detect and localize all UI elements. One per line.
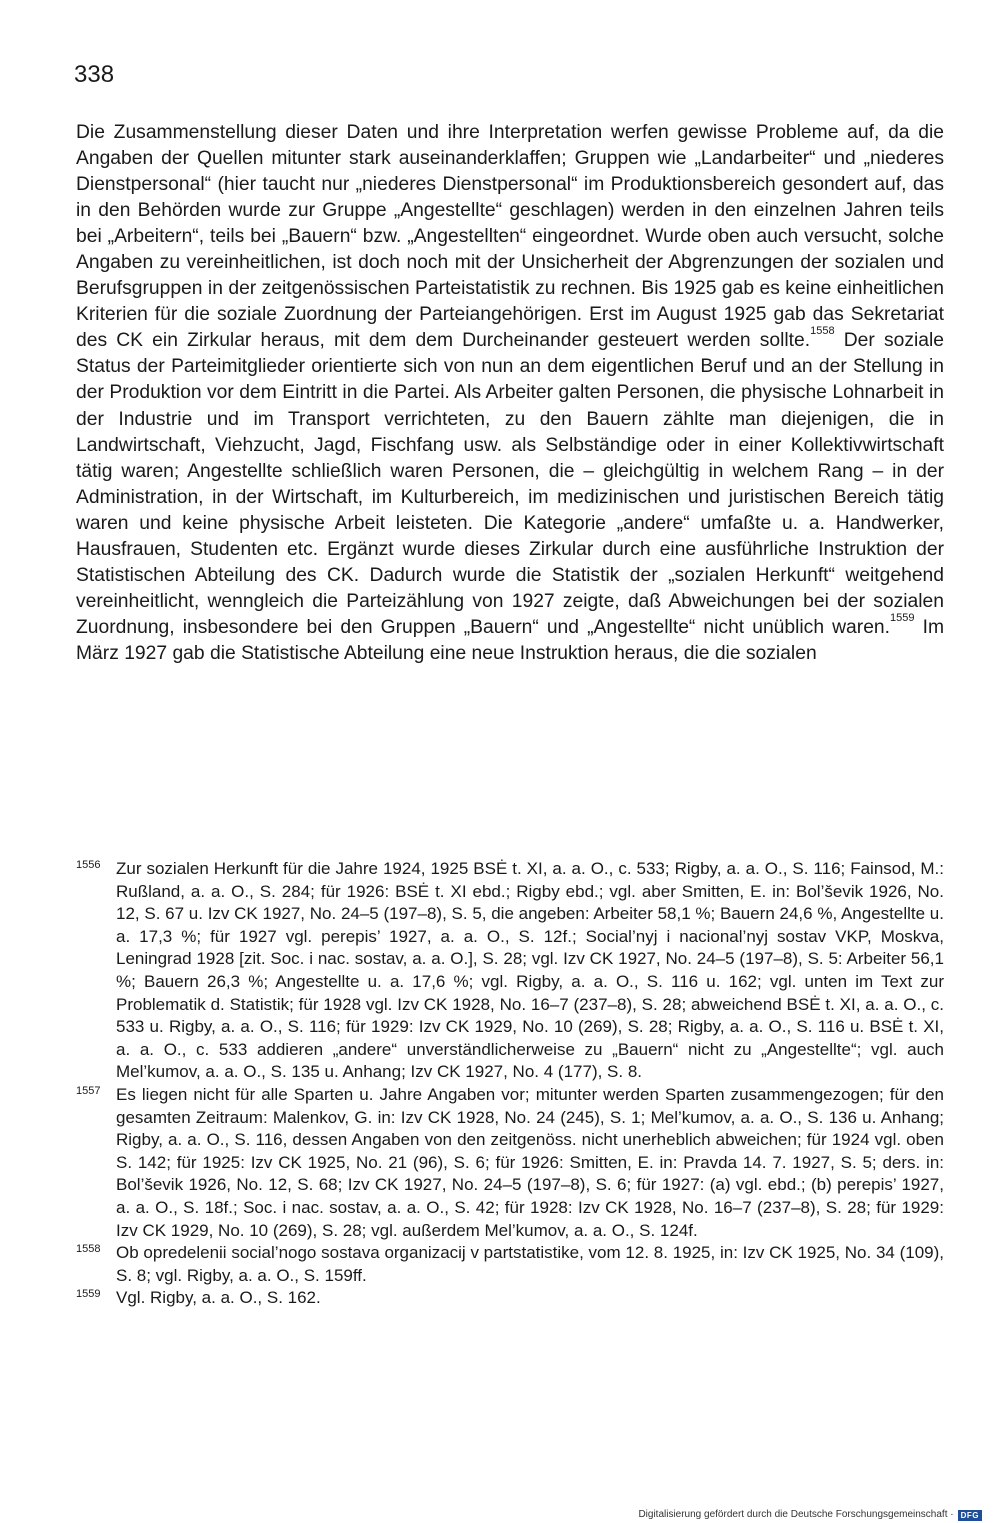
- footnote-list: [76, 858, 944, 1310]
- footnote-text: Es liegen nicht für alle Sparten u. Jahre Angaben vor; mitunter werden Sparten zusammengezogen; für den gesamten Zeitraum: Malenkov, G. in: Izv CK 1928, No. 24 (245), S. 1; Mel’kumov, a. a. O., S. 136 u. Anhang; Rigby, a. a. O., S. 116, dessen Angaben von den zeitgenöss. nicht unerheblich abweichen; für 1924 vgl. oben S. 142; für 1925: Izv CK 1925, No. 21 (96), S. 6; für 1926: Smitten, E. in: Pravda 14. 7. 1927, S. 5; ders. in: Bol’ševik 1926, No. 12, S. 68; Izv CK 1927, No. 24–5 (197–8), S. 6; für 1927: (a) vgl. ebd.; (b) perepis’ 1927, a. a. O., S. 18f.; Soc. i nac. sostav, a. a. O., S. 42; für 1928: Izv CK 1928, No. 16–7 (237–8), S. 28; für 1929: Izv CK 1929, No. 10 (269), S. 28; vgl. außerdem Mel’kumov, a. a. O., S. 124f.: [116, 1084, 944, 1240]
- footnote-1558: [76, 1242, 944, 1287]
- footnote-ref-1559[interactable]: 1559: [890, 611, 915, 624]
- body-text-segment: Die Zusammenstellung dieser Daten und ihre Interpretation werfen gewisse Probleme auf, da die Angaben der Quellen mitunter stark auseinanderklaffen; Gruppen wie „Landarbeiter“ und „niederes Dienstpersonal“ (hier taucht nur „niederes Dienstpersonal“ im Produktionsbereich gesondert auf, das in den Behörden wurde zur Gruppe „Angestellte“ geschlagen) werden in den einzelnen Jahren teils bei „Arbeitern“, teils bei „Bauern“ bzw. „Angestellten“ eingeordnet. Wurde oben auch versucht, solche Angaben zu vereinheitlichen, ist doch noch mit der Unsicherheit der Abgrenzungen der sozialen und Berufsgruppen in der zeitgenössischen Parteistatistik zu rechnen. Bis 1925 gab es keine einheitlichen Kriterien für die soziale Zuordnung der Parteiangehörigen. Erst im August 1925 gab das Sekretariat des CK ein Zirkular heraus, mit dem dem Durcheinander gesteuert werden sollte.: [76, 122, 944, 352]
- footnote-text: Zur sozialen Herkunft für die Jahre 1924, 1925 BSĖ t. XI, a. a. O., c. 533; Rigby, a. a. O., S. 116; Fainsod, M.: Rußland, a. a. O., S. 284; für 1926: BSĖ t. XI ebd.; Rigby ebd.; vgl. aber Smitten, E. in: Bol’ševik 1926, No. 12, S. 67 u. Izv CK 1927, No. 24–5 (197–8), S. 5, die angeben: Arbeiter 58,1 %; Bauern 24,6 %, Angestellte u. a. 17,3 %; für 1927 vgl. perepis’ 1927, a. a. O., S. 12f.; Social’nyj i nacional’nyj sostav VKP, Moskva, Leningrad 1928 [zit. Soc. i nac. sostav, a. a. O.], S. 28; vgl. Izv CK 1927, No. 24–5 (197–8), S. 5: Arbeiter 56,1 %; Bauern 26,3 %; Angestellte u. a. 17,6 %; vgl. Rigby, a. a. O., S. 116 u. 162; vgl. unten im Text zur Problematik d. Statistik; für 1928 vgl. Izv CK 1928, No. 16–7 (237–8), S. 28; abweichend BSĖ t. XI, a. a. O., c. 533 u. Rigby, a. a. O., S. 116; für 1929: Izv CK 1929, No. 10 (269), S. 28; Rigby, a. a. O., S. 116 u. BSĖ t. XI, a. a. O., c. 533 addieren „andere“ unverständlicherweise zu „Bauern“ nicht zu „Angestellte“; vgl. auch Mel’kumov, a. a. O., S. 135 u. Anhang; Izv CK 1927, No. 4 (177), S. 8.: [116, 859, 944, 1082]
- footnote-number: 1558: [76, 1243, 101, 1256]
- funding-note-text: Digitalisierung gefördert durch die Deutsche Forschungsgemeinschaft ·: [638, 1509, 954, 1520]
- body-text-segment: Der soziale Status der Parteimitglieder orientierte sich von nun an dem eigentlichen Beruf und an der Stellung in der Produktion vor dem Eintritt in die Partei. Als Arbeiter galten Personen, die physische Lohnarbeit in der Industrie und im Transport verrichteten, zu den Bauern zählte man diejenigen, die in Landwirtschaft, Viehzucht, Jagd, Fischfang usw. als Selbständige oder in einer Kollektivwirtschaft tätig waren; Angestellte schließlich waren Personen, die – gleichgültig in welchem Rang – in der Administration, in der Wirtschaft, im Kulturbereich, im medizinischen und juristischen Bereich tätig waren und keine physische Arbeit leisteten. Die Kategorie „andere“ umfaßte u. a. Handwerker, Hausfrauen, Studenten etc. Ergänzt wurde dieses Zirkular durch eine ausführliche Instruktion der Statistischen Abteilung des CK. Dadurch wurde die Statistik der „sozialen Herkunft“ weitgehend vereinheitlicht, wenngleich die Parteizählung von 1927 zeigte, daß Abweichungen bei der sozialen Zuordnung, insbesondere bei den Gruppen „Bauern“ und „Angestellte“ nicht unüblich waren.: [76, 330, 944, 638]
- body-text-segment: Im März 1927 gab die Statistische Abteilung eine neue Instruktion heraus, die die sozialen: [76, 616, 945, 664]
- funding-note: [638, 1509, 982, 1521]
- footnote-ref-1558[interactable]: 1558: [810, 325, 835, 338]
- footnote-number: 1557: [76, 1084, 101, 1097]
- footnote-text: Ob opredelenii social’nogo sostava organizacij v partstatistike, vom 12. 8. 1925, in: Izv CK 1925, No. 34 (109), S. 8; vgl. Rigby, a. a. O., S. 159ff.: [116, 1243, 944, 1285]
- page-number: 338: [74, 61, 115, 88]
- footnote-1559: [76, 1287, 944, 1310]
- footnote-number: 1559: [76, 1288, 101, 1301]
- footnote-text: Vgl. Rigby, a. a. O., S. 162.: [116, 1288, 321, 1308]
- footnote-1556: [76, 858, 944, 1084]
- footnote-1557: [76, 1084, 944, 1242]
- dfg-logo: DFG: [958, 1510, 982, 1521]
- body-paragraph: [76, 120, 944, 667]
- footnote-number: 1556: [76, 859, 101, 871]
